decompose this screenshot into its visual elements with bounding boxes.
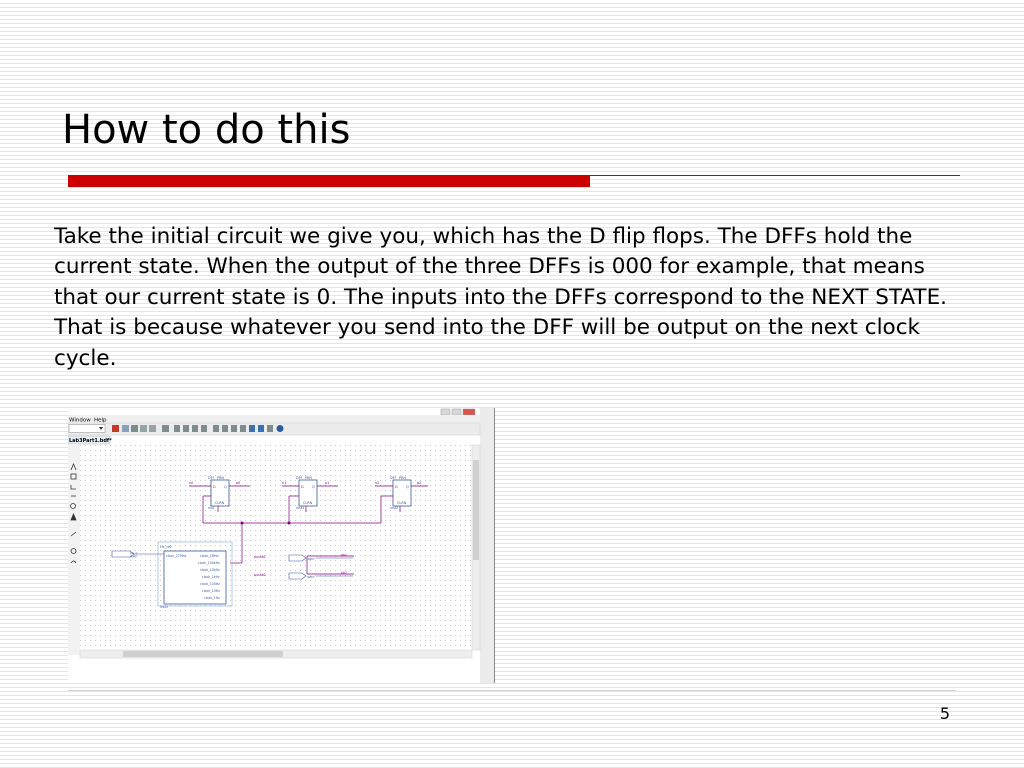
clk-div-out-10khz: clock_10kHz <box>200 568 220 572</box>
clk-div-block[interactable] <box>158 542 232 609</box>
horizontal-scroll-thumb[interactable] <box>123 651 283 657</box>
canvas-grid <box>80 445 472 650</box>
pushbutton-2-label: pushb2 <box>254 573 266 577</box>
menu-window[interactable]: Window <box>69 417 91 424</box>
wire-junction <box>288 522 291 525</box>
toolbar <box>68 423 480 435</box>
clk-div-out-1mhz: clock_1MHz <box>200 554 219 558</box>
close-button[interactable] <box>463 409 475 415</box>
slide-title: How to do this <box>62 107 351 153</box>
clk-div-out-10hz: clock_10Hz <box>202 589 220 593</box>
cut-icon[interactable] <box>112 425 119 432</box>
dff-1-inst: inst1 <box>296 506 305 510</box>
quartus-schematic-screenshot <box>68 408 495 683</box>
dff-2-type: DFF <box>390 476 397 480</box>
paste-icon[interactable] <box>131 425 138 432</box>
dff-0-prn: PRN <box>217 476 224 480</box>
copy-icon[interactable] <box>122 425 129 432</box>
dff-0-type: DFF <box>208 476 215 480</box>
pin-planner-icon[interactable] <box>231 425 237 432</box>
chip-planner-icon[interactable] <box>240 425 246 432</box>
pushbutton-1-label: pushb1 <box>254 555 266 559</box>
dff-2-output-net: p2 <box>417 481 422 485</box>
print-icon[interactable] <box>162 425 169 432</box>
minimize-button[interactable] <box>441 409 450 415</box>
title-underline-accent <box>68 175 590 187</box>
page-number: 5 <box>939 704 950 723</box>
help-icon[interactable] <box>277 425 284 432</box>
settings-icon[interactable] <box>267 425 273 432</box>
window-right-frame <box>480 408 494 683</box>
project-dropdown[interactable] <box>69 425 105 433</box>
timing-icon[interactable] <box>192 425 198 432</box>
dff-2-inst: inst2 <box>390 506 399 510</box>
dff-1-output-net: p1 <box>325 481 330 485</box>
redo-icon[interactable] <box>149 425 156 432</box>
clk-div-inst: inst3 <box>160 605 168 609</box>
pushbutton-2-type: INPUT <box>307 576 315 579</box>
clk-div-out-100khz: clock_100kHz <box>198 561 220 565</box>
maximize-button[interactable] <box>452 409 461 415</box>
dff-1-q-pin: Q <box>312 485 315 489</box>
clk-div-out-1hz: clock_1Hz <box>204 596 220 600</box>
clock-input-pin-name: pin.1 <box>130 551 137 555</box>
dff-2-d-pin: D <box>395 485 398 489</box>
dff-2-input-net: n2 <box>375 481 380 485</box>
dff-2-prn: PRN <box>399 476 406 480</box>
title-underline-rule <box>590 175 960 176</box>
status-strip <box>68 660 480 683</box>
clk-div-label: clk_div <box>160 545 172 549</box>
megawizard-icon[interactable] <box>258 425 264 432</box>
dff-0-clrn: CLRN <box>215 501 225 505</box>
dff-0-input-net: n0 <box>189 481 194 485</box>
netlist-icon[interactable] <box>222 425 228 432</box>
wire-junction <box>241 522 244 525</box>
compile-icon[interactable] <box>174 425 180 432</box>
window-title-bar <box>68 408 494 415</box>
clock-input-pin-type: INPUT <box>130 555 138 559</box>
clk-div-input-port: clock_27Mhz <box>166 554 187 558</box>
undo-icon[interactable] <box>140 425 147 432</box>
pushbutton-2-output: pb2 <box>341 571 348 575</box>
dff-0-d-pin: D <box>213 485 216 489</box>
dff-1-input-net: n1 <box>282 481 287 485</box>
dff-2-clrn: CLRN <box>397 501 407 505</box>
dff-1-prn: PRN <box>305 476 312 480</box>
dff-0-output-net: p0 <box>236 481 241 485</box>
vertical-scroll-thumb[interactable] <box>473 460 479 560</box>
stop-icon[interactable] <box>213 425 219 432</box>
dff-1-d-pin: D <box>301 485 304 489</box>
tab-lab3part1-label: Lab3Part1.bdf* <box>69 438 112 444</box>
footer-divider <box>68 690 956 691</box>
dff-1-clrn: CLRN <box>303 501 313 505</box>
dff-1-type: DFF <box>296 476 303 480</box>
menu-help[interactable]: Help <box>94 417 107 424</box>
pushbutton-1-output: pb1 <box>341 553 348 557</box>
simulate-icon[interactable] <box>201 425 207 432</box>
menu-bar <box>68 415 480 423</box>
dff-0-inst: inst <box>208 506 215 510</box>
clk-div-out-1khz: clock_1kHz <box>202 575 220 579</box>
dff-0-q-pin: Q <box>224 485 227 489</box>
tool-palette <box>68 445 80 655</box>
clk-div-out-100hz: clock_100Hz <box>200 582 220 586</box>
dff-2-q-pin: Q <box>406 485 409 489</box>
analyze-icon[interactable] <box>183 425 189 432</box>
pushbutton-1-type: INPUT <box>307 558 315 561</box>
programmer-icon[interactable] <box>249 425 255 432</box>
body-paragraph: Take the initial circuit we give you, which has the D flip flops. The DFFs hold the current state. When the output of the three DFFs is 000 for example, that means that our current state is 0. The inputs into the DFFs correspond to the NEXT STATE. That is because whatever you send into the DFF will be output on the next clock cycle. <box>54 224 947 371</box>
